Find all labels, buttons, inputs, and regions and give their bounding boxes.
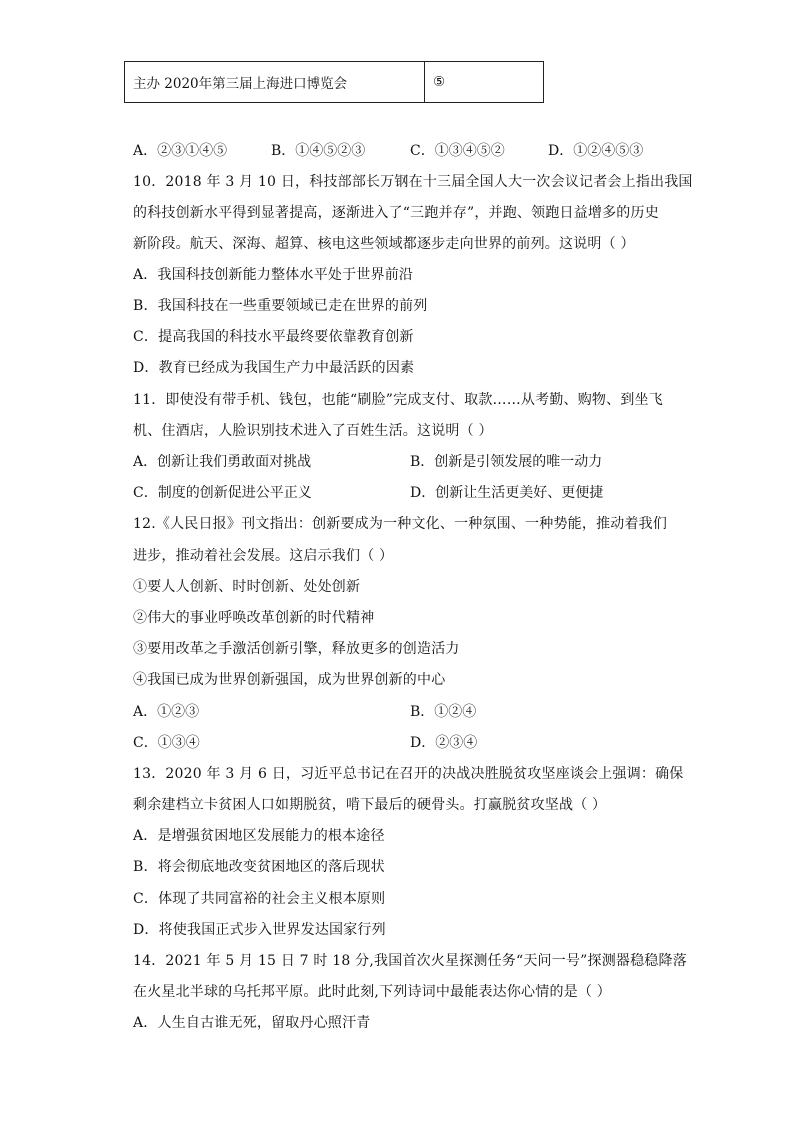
- q9-option-d[interactable]: D．①②④⑤③: [548, 143, 644, 159]
- q12-statement-3: ③要用改革之手激活创新引擎，释放更多的创造活力: [133, 641, 460, 657]
- q12-option-d[interactable]: D．②③④: [410, 735, 478, 751]
- q14-stem-line-1: 14．2021 年 5 月 15 日 7 时 18 分,我国首次火星探测任务“天问一号”探测器稳稳降落: [133, 953, 687, 969]
- table-cell-event: 主办 2020年第三届上海进口博览会: [125, 62, 425, 103]
- q10-option-b[interactable]: B．我国科技在一些重要领域已走在世界的前列: [133, 298, 428, 314]
- q13-option-c[interactable]: C．体现了共同富裕的社会主义根本原则: [133, 891, 386, 907]
- q11-options-row-1: [133, 452, 653, 472]
- q10-option-d[interactable]: D．教育已经成为我国生产力中最活跃的因素: [133, 360, 415, 376]
- q10-option-a[interactable]: A．我国科技创新能力整体水平处于世界前沿: [133, 267, 414, 283]
- q9-option-c[interactable]: C．①③④⑤②: [410, 143, 505, 159]
- q11-option-c[interactable]: C．制度的创新促进公平正义: [133, 485, 312, 501]
- q13-stem-line-1: 13．2020 年 3 月 6 日，习近平总书记在召开的决战决胜脱贫攻坚座谈会上强调：确保: [133, 766, 684, 782]
- q10-stem-line-3: 新阶段。航天、深海、超算、核电这些领域都逐步走向世界的前列。这说明（ ）: [133, 236, 635, 252]
- q13-option-a[interactable]: A．是增强贫困地区发展能力的根本途径: [133, 828, 385, 844]
- q14-option-a[interactable]: A．人生自古谁无死，留取丹心照汗青: [133, 1015, 371, 1031]
- q12-option-c[interactable]: C．①③④: [133, 735, 200, 751]
- q12-options-row-1: [133, 702, 653, 722]
- q10-option-c[interactable]: C．提高我国的科技水平最终要依靠教育创新: [133, 329, 414, 345]
- q11-option-d[interactable]: D．创新让生活更美好、更便捷: [410, 485, 604, 501]
- q13-option-d[interactable]: D．将使我国正式步入世界发达国家行列: [133, 922, 386, 938]
- q13-option-b[interactable]: B．将会彻底地改变贫困地区的落后现状: [133, 859, 385, 875]
- table-row: [125, 62, 544, 103]
- q11-stem-line-2: 机、住酒店，人脸识别技术进入了百姓生活。这说明（ ）: [133, 423, 493, 439]
- q10-stem-line-2: 的科技创新水平得到显著提高，逐渐进入了“三跑并存”，并跑、领跑日益增多的历史: [133, 205, 659, 221]
- q10-stem-line-1: 10．2018 年 3 月 10 日，科技部部长万钢在十三届全国人大一次会议记者会上指出我国: [133, 174, 693, 190]
- q12-option-a[interactable]: A．①②③: [133, 704, 200, 720]
- q12-statement-1: ①要人人创新、时时创新、处处创新: [133, 579, 361, 595]
- q12-stem-line-1: 12.《人民日报》刊文指出：创新要成为一种文化、一种氛围、一种势能，推动着我们: [133, 516, 668, 532]
- q12-stem-line-2: 进步，推动着社会发展。这启示我们（ ）: [133, 548, 394, 564]
- answer-table: [124, 61, 544, 103]
- q9-option-a[interactable]: A．②③①④⑤: [133, 143, 228, 159]
- q11-option-a[interactable]: A．创新让我们勇敢面对挑战: [133, 454, 312, 470]
- q9-options: [133, 141, 653, 161]
- q11-options-row-2: [133, 483, 653, 503]
- table-cell-order: ⑤: [425, 62, 544, 103]
- q12-statement-2: ②伟大的事业呼唤改革创新的时代精神: [133, 610, 375, 626]
- q13-stem-line-2: 剩余建档立卡贫困人口如期脱贫，啃下最后的硬骨头。打赢脱贫攻坚战（ ）: [133, 797, 607, 813]
- q12-statement-4: ④我国已成为世界创新强国，成为世界创新的中心: [133, 672, 446, 688]
- q11-option-b[interactable]: B．创新是引领发展的唯一动力: [410, 454, 603, 470]
- q11-stem-line-1: 11．即使没有带手机、钱包，也能“刷脸”完成支付、取款……从考勤、购物、到坐飞: [133, 392, 663, 408]
- q12-options-row-2: [133, 733, 653, 753]
- q12-option-b[interactable]: B．①②④: [410, 704, 477, 720]
- q14-stem-line-2: 在火星北半球的乌托邦平原。此时此刻,下列诗词中最能表达你心情的是（ ）: [133, 984, 611, 1000]
- q9-option-b[interactable]: B．①④⑤②③: [271, 143, 366, 159]
